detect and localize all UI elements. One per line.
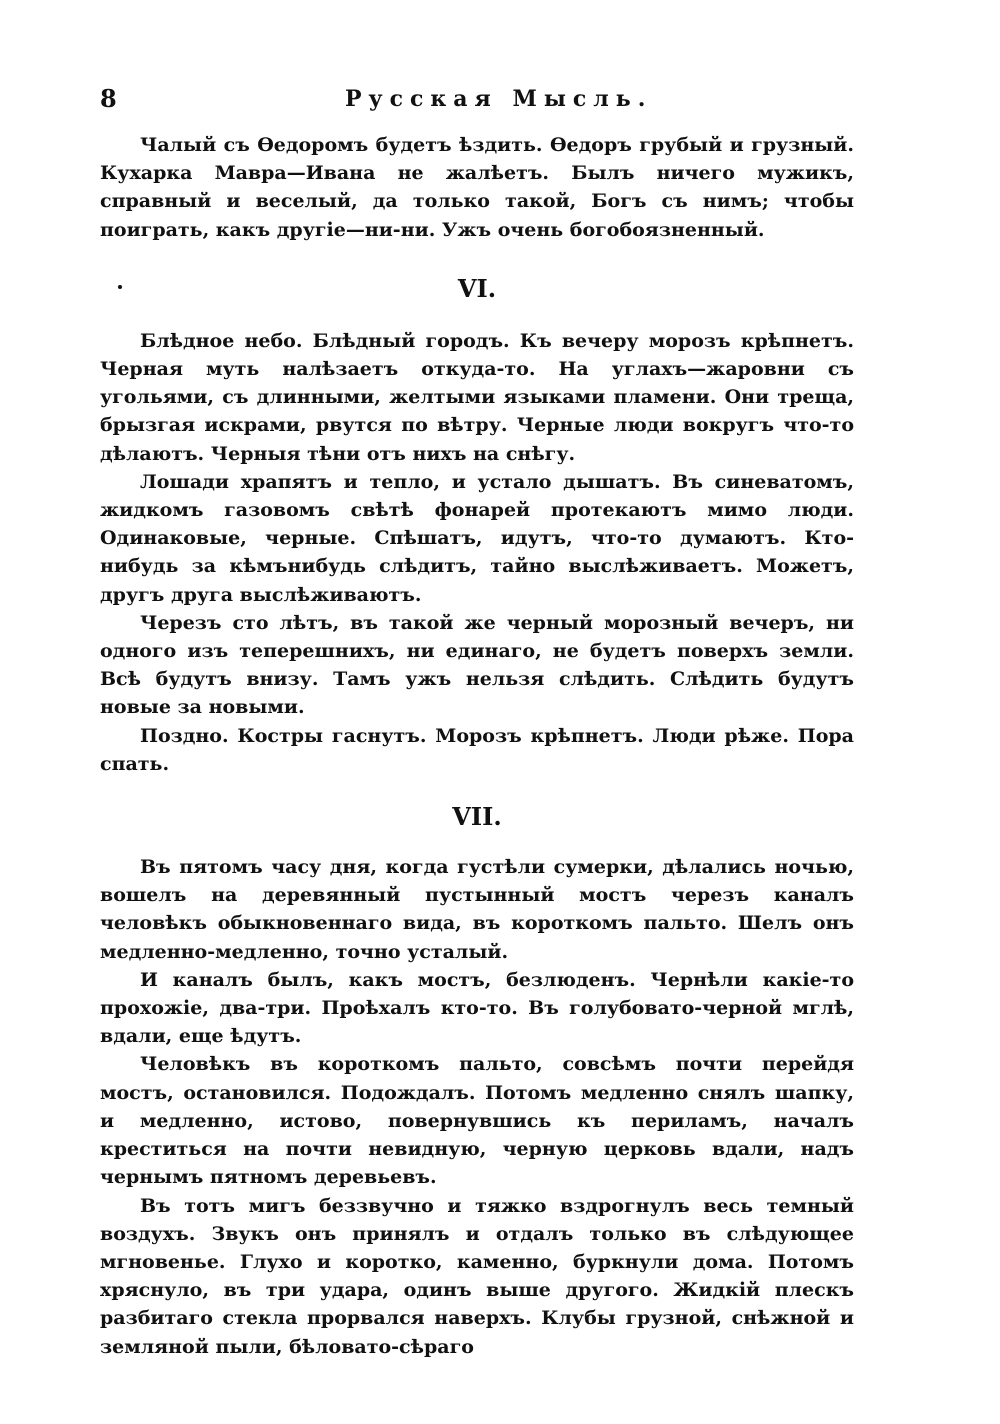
paragraph: И каналъ былъ, какъ мостъ, безлюденъ. Чернѣли какіе-то прохожіе, два-три. Проѣхалъ кто-то. Въ голубовато-черной мглѣ, вдали, еще ѣдутъ.	[100, 968, 854, 1048]
paragraph: Въ пятомъ часу дня, когда густѣли сумерки, дѣлались ночью, вошелъ на деревянный пустынный мостъ черезъ каналъ человѣкъ обыкновеннаго вида, въ короткомъ пальто. Шелъ онъ медленно-медленно, точно усталый.	[100, 856, 854, 963]
paragraph: Черезъ сто лѣтъ, въ такой же черный морозный вечеръ, ни одного изъ теперешнихъ, ни единаго, не будетъ поверхъ земли. Всѣ будутъ внизу. Тамъ ужъ нельзя слѣдить. Слѣдить будутъ новые за новыми.	[100, 611, 854, 719]
paragraph: Человѣкъ въ короткомъ пальто, совсѣмъ почти перейдя мостъ, остановился. Подождалъ. Потомъ медленно снялъ шапку, и медленно, истово, повернувшись къ периламъ, началъ креститься на почти невидную, черную церковь вдали, надъ чернымъ пятномъ деревьевъ.	[100, 1053, 854, 1189]
intro-paragraph: Чалый съ Өедоромъ будетъ ѣздить. Өедоръ грубый и грузный. Кухарка Мавра—Ивана не жалѣетъ. Былъ ничего мужикъ, справный и веселый, да только такой, Богъ съ нимъ; чтобы поиграть, какъ другіе—ни-ни. Ужъ очень богобоязненный.	[100, 134, 854, 241]
paragraph: Лошади храпятъ и тепло, и устало дышатъ. Въ синеватомъ, жидкомъ газовомъ свѣтѣ фонарей протекаютъ мимо люди. Одинаковые, черные. Спѣшатъ, идутъ, что-то думаютъ. Кто-нибудь за кѣмънибудь слѣдитъ, тайно выслѣживаетъ. Можетъ, другъ друга выслѣживаютъ.	[100, 470, 854, 606]
section-heading-text: VI.	[457, 273, 497, 303]
paragraph: Въ тотъ мигъ беззвучно и тяжко вздрогнулъ весь темный воздухъ. Звукъ онъ принялъ и отдалъ только въ слѣдующее мгновенье. Глухо и коротко, каменно, буркнули дома. Потомъ хряснуло, въ три удара, одинъ выше другого. Жидкій плескъ разбитаго стекла прорвался наверхъ. Клубы грузной, снѣжной и земляной пыли, бѣловато-сѣраго	[100, 1194, 854, 1358]
ink-dot-mark	[118, 285, 122, 289]
section-heading-vii: VII.	[452, 802, 502, 832]
page-number: 8	[100, 84, 117, 113]
section-heading-vi	[100, 271, 854, 307]
body-text	[100, 131, 854, 1361]
journal-title: Русская Мысль.	[345, 86, 653, 112]
running-head	[100, 84, 860, 114]
paragraph: Поздно. Костры гаснутъ. Морозъ крѣпнетъ. Люди рѣже. Пора спать.	[100, 724, 854, 775]
paragraph: Блѣдное небо. Блѣдный городъ. Къ вечеру морозъ крѣпнетъ. Черная муть налѣзаетъ откуда-то. На углахъ—жаровни съ угольями, съ длинными, желтыми языками пламени. Они треща, брызгая искрами, рвутся по вѣтру. Черные люди вокругъ что-то дѣлаютъ. Черныя тѣни отъ нихъ на снѣгу.	[100, 329, 854, 465]
